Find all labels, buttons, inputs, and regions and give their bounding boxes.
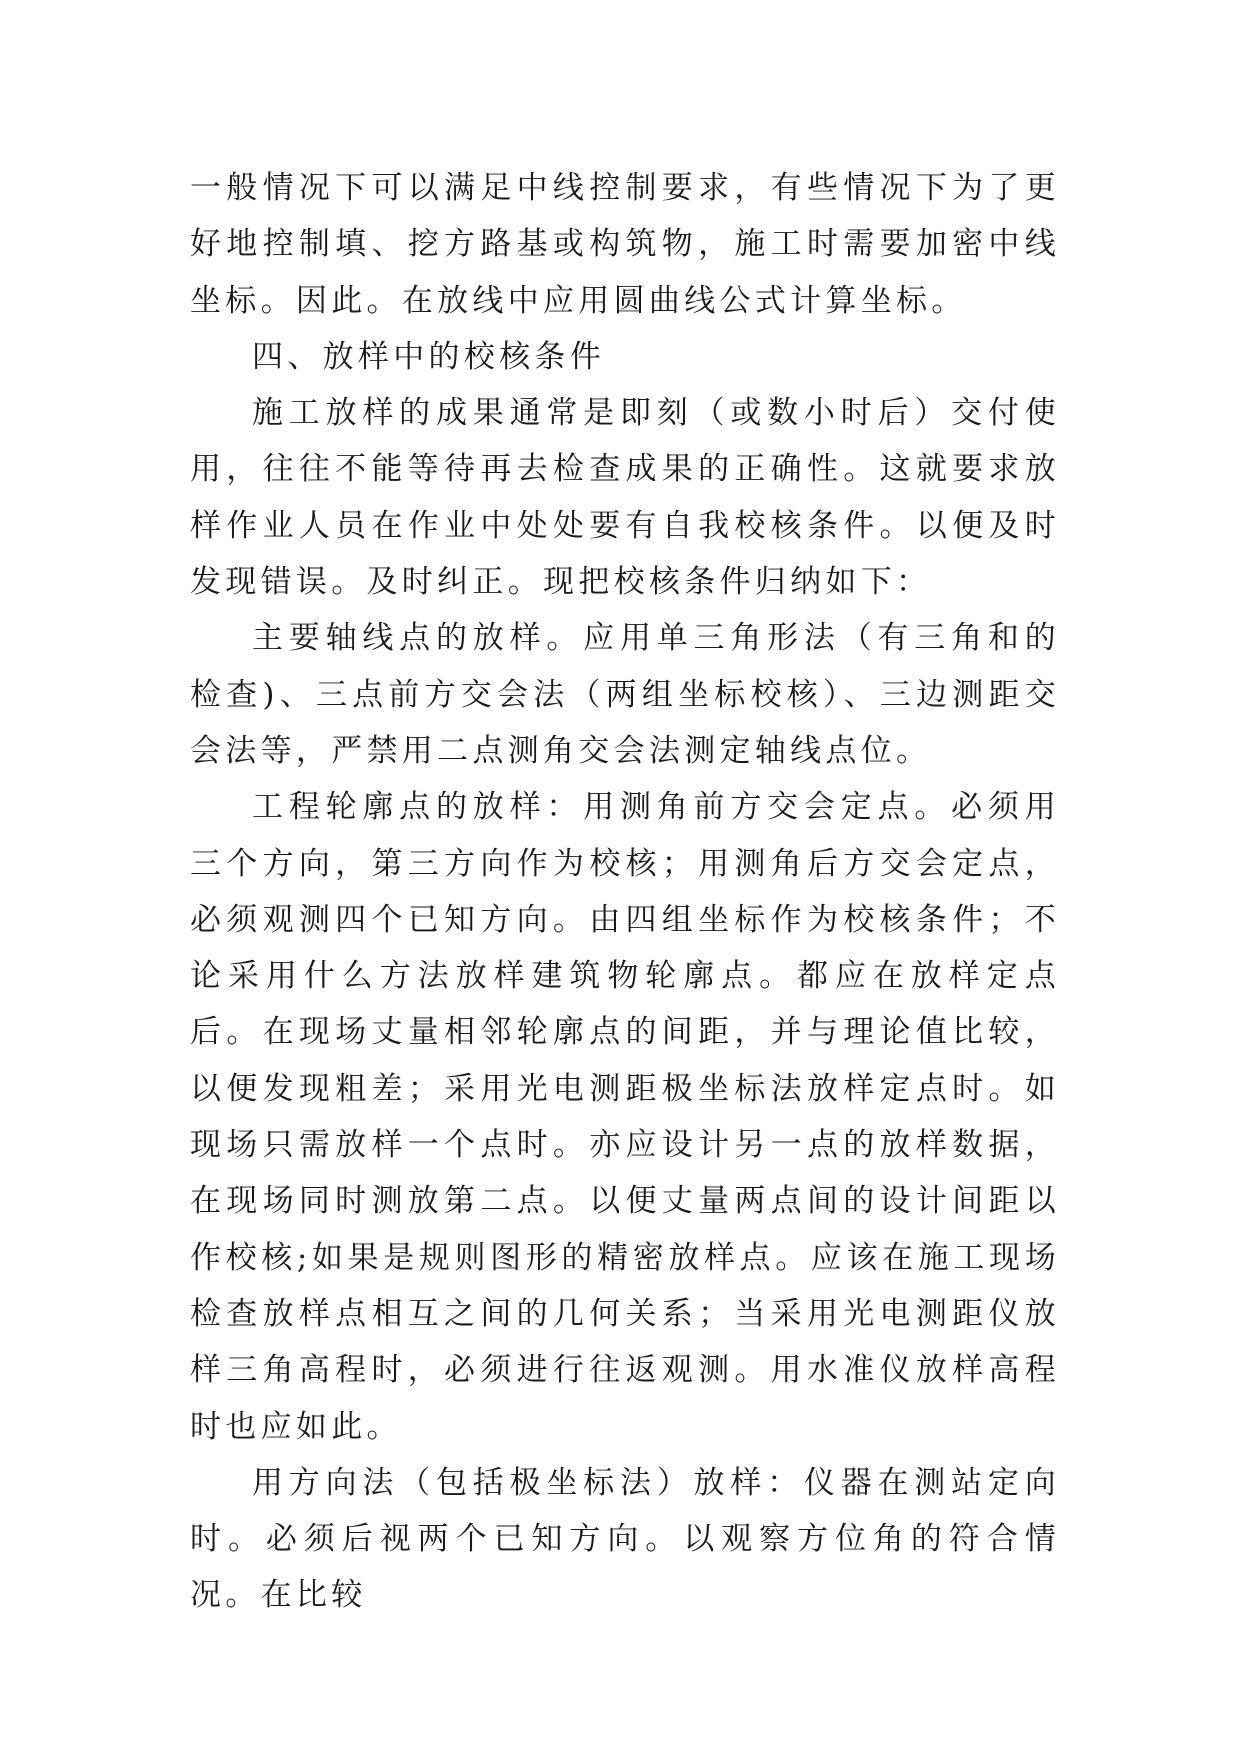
section-heading: 四、放样中的校核条件 (252, 338, 605, 375)
body-text (190, 160, 1060, 1624)
paragraph: 施工放样的成果通常是即刻（或数小时后）交付使用，往往不能等待再去检查成果的正确性。这就要求放样作业人员在作业中处处要有自我校核条件。以便及时发现错误。及时纠正。现把校核条件归纳如下： (190, 395, 1060, 601)
paragraph-continued: 一般情况下可以满足中线控制要求，有些情况下为了更好地控制填、挖方路基或构筑物，施工时需要加密中线坐标。因此。在放线中应用圆曲线公式计算坐标。 (190, 170, 1060, 319)
paragraph: 主要轴线点的放样。应用单三角形法（有三角和的检查)、三点前方交会法（两组坐标校核）、三边测距交会法等，严禁用二点测角交会法测定轴线点位。 (190, 620, 1060, 769)
paragraph: 工程轮廓点的放样：用测角前方交会定点。必须用三个方向，第三方向作为校核；用测角后方交会定点，必须观测四个已知方向。由四组坐标作为校核条件；不论采用什么方法放样建筑物轮廓点。都应在放样定点后。在现场丈量相邻轮廓点的间距，并与理论值比较，以便发现粗差；采用光电测距极坐标法放样定点时。如现场只需放样一个点时。亦应设计另一点的放样数据，在现场同时测放第二点。以便丈量两点间的设计间距以作校核;如果是规则图形的精密放样点。应该在施工现场检查放样点相互之间的几何关系；当采用光电测距仪放样三角高程时，必须进行往返观测。用水准仪放样高程时也应如此。 (190, 789, 1060, 1445)
paragraph: 用方向法（包括极坐标法）放样：仪器在测站定向时。必须后视两个已知方向。以观察方位角的符合情况。在比较 (190, 1464, 1060, 1614)
